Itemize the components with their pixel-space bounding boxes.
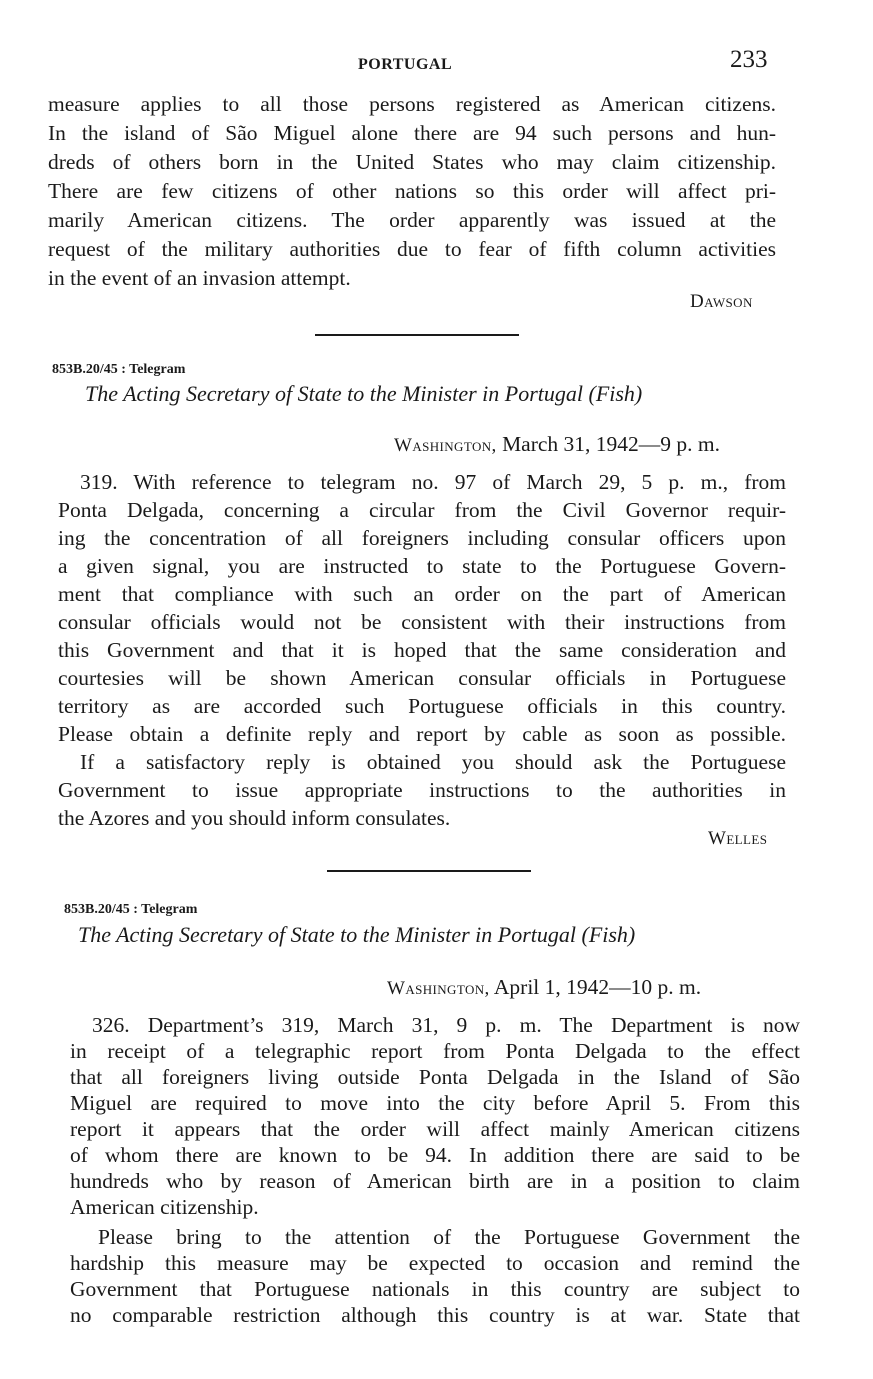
document-heading: The Acting Secretary of State to the Minister in Portugal (Fish) [78,922,636,947]
text-line: the Azores and you should inform consulates. [58,806,451,830]
document-heading: The Acting Secretary of State to the Minister in Portugal (Fish) [85,381,643,406]
text-line: consular officials would not be consistent with their instructions from [58,610,786,634]
text-line: 319. With reference to telegram no. 97 of March 29, 5 p. m., from [80,470,786,494]
section-divider [315,334,519,336]
signature: Dawson [690,291,753,312]
dateline-place: Washington, [394,435,497,456]
text-line: of whom there are known to be 94. In addition there are said to be [70,1143,800,1167]
dateline [387,975,701,1000]
running-head-title: PORTUGAL [358,56,453,73]
text-line: territory as are accorded such Portuguese officials in this country. [58,694,786,718]
text-line: There are few citizens of other nations so this order will affect pri- [48,179,776,203]
text-line: 326. Department’s 319, March 31, 9 p. m. The Department is now [92,1013,800,1037]
text-line: this Government and that it is hoped that the same consideration and [58,638,786,662]
text-line: request of the military authorities due to fear of fifth column activities [48,237,776,261]
text-line: hardship this measure may be expected to occasion and remind the [70,1251,800,1275]
text-line: a given signal, you are instructed to state to the Portuguese Govern- [58,554,786,578]
page-number: 233 [730,46,768,73]
dateline [394,432,720,457]
section-divider [327,870,531,872]
text-line: Ponta Delgada, concerning a circular from the Civil Governor requir- [58,498,786,522]
text-line: ing the concentration of all foreigners including consular officers upon [58,526,786,550]
text-line: hundreds who by reason of American birth are in a position to claim [70,1169,800,1193]
text-line: measure applies to all those persons registered as American citizens. [48,92,776,116]
text-line: courtesies will be shown American consular officials in Portuguese [58,666,786,690]
text-line: Government that Portuguese nationals in this country are subject to [70,1277,800,1301]
text-line: In the island of São Miguel alone there are 94 such persons and hun- [48,121,776,145]
text-line: Miguel are required to move into the city before April 5. From this [70,1091,800,1115]
text-line: Please obtain a definite reply and report by cable as soon as possible. [58,722,786,746]
text-line: Please bring to the attention of the Portuguese Government the [98,1225,800,1249]
text-line: If a satisfactory reply is obtained you should ask the Portuguese [80,750,786,774]
text-line: that all foreigners living outside Ponta Delgada in the Island of São [70,1065,800,1089]
signature: Welles [708,828,768,849]
dateline-place: Washington, [387,978,490,999]
text-line: Government to issue appropriate instructions to the authorities in [58,778,786,802]
text-line: report it appears that the order will affect mainly American citizens [70,1117,800,1141]
text-line: dreds of others born in the United States who may claim citizenship. [48,150,776,174]
file-reference: 853B.20/45 : Telegram [52,362,186,377]
text-line: in receipt of a telegraphic report from Ponta Delgada to the effect [70,1039,800,1063]
running-head [0,46,873,82]
text-line: ment that compliance with such an order on the part of American [58,582,786,606]
text-line: no comparable restriction although this country is at war. State that [70,1303,800,1327]
text-line: American citizenship. [70,1195,259,1219]
dateline-date: April 1, 1942—10 p. m. [489,975,702,999]
text-line: marily American citizens. The order apparently was issued at the [48,208,776,232]
file-reference: 853B.20/45 : Telegram [64,902,198,917]
text-line: in the event of an invasion attempt. [48,266,351,290]
dateline-date: March 31, 1942—9 p. m. [496,432,721,456]
